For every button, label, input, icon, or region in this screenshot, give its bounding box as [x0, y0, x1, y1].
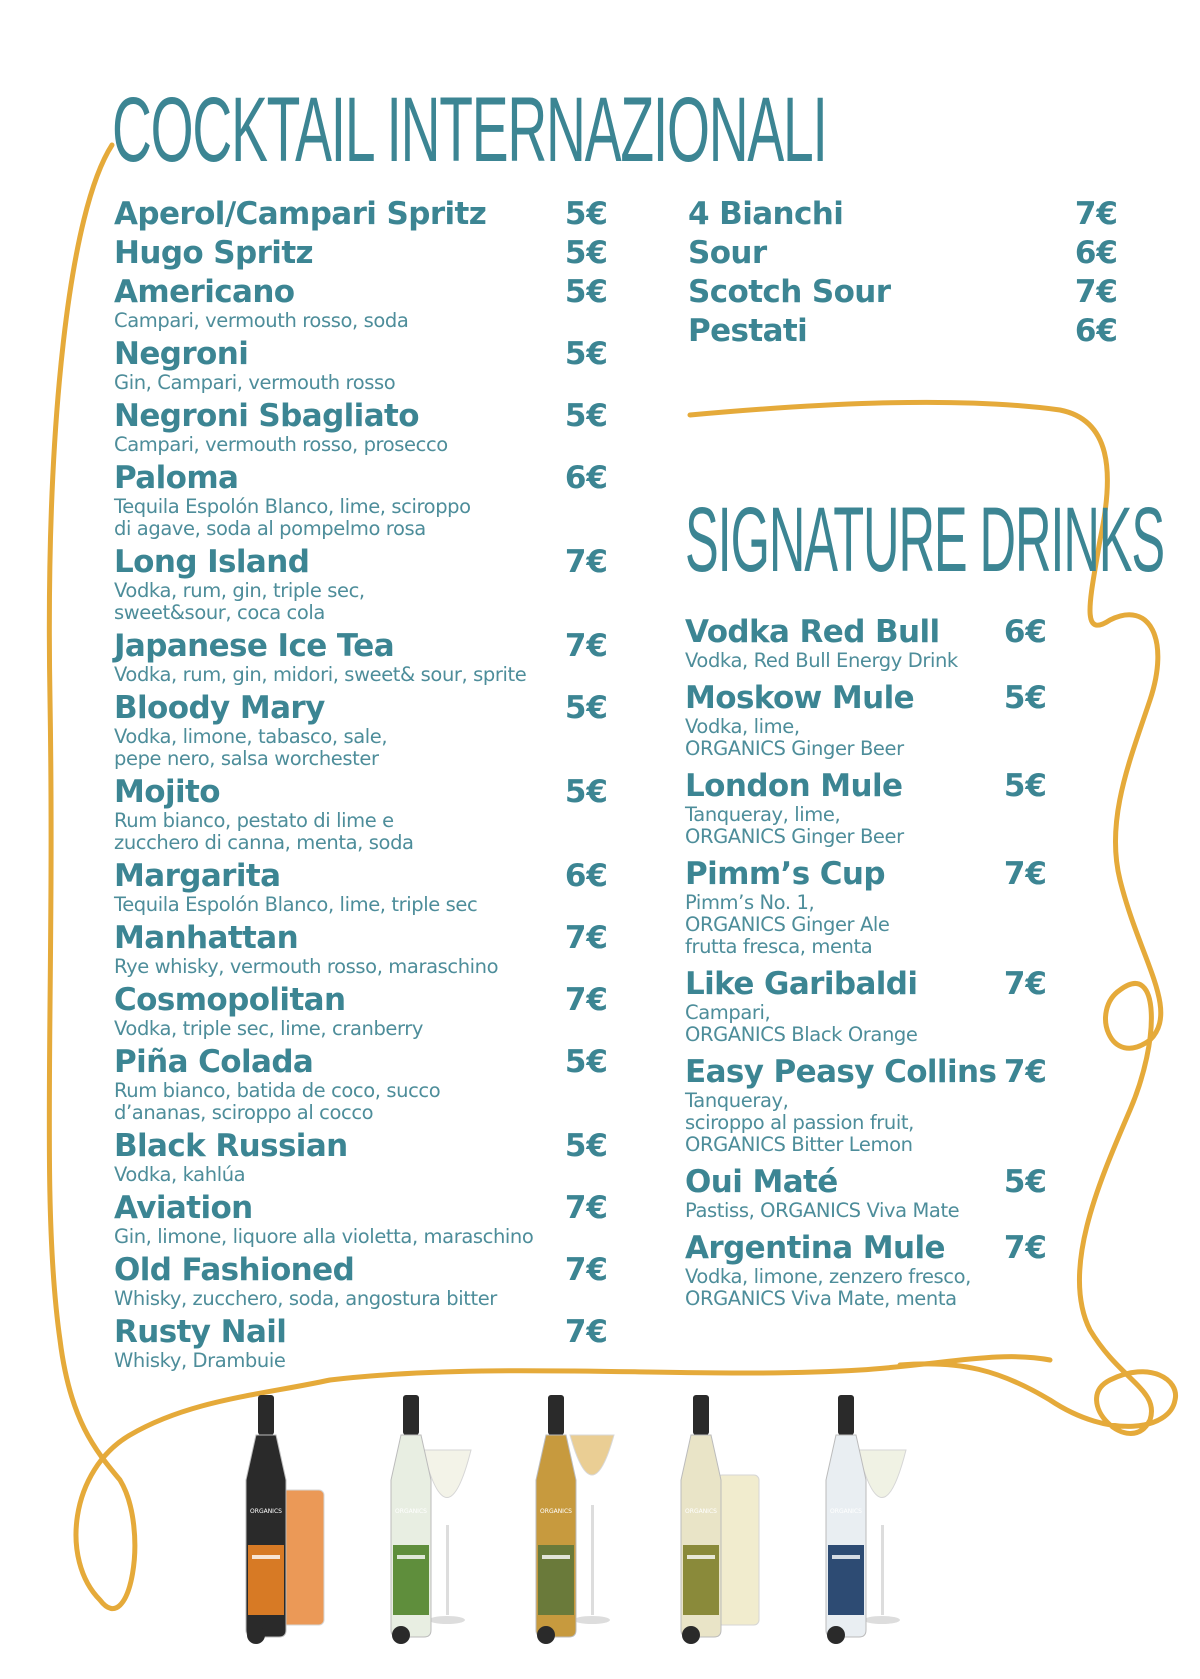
cocktail-item: [114, 982, 608, 1040]
signature-name: Argentina Mule: [685, 1230, 945, 1266]
cocktail-price: 7€: [564, 1252, 608, 1288]
signature-item: [685, 614, 1047, 672]
cocktail-description: Tequila Espolón Blanco, lime, sciroppo di agave, soda al pompelmo rosa: [114, 495, 471, 540]
signature-list: [685, 614, 1047, 1318]
signature-section-title: SIGNATURE DRINKS: [685, 489, 1165, 591]
signature-item: [685, 1164, 1047, 1222]
signature-item: [685, 966, 1047, 1046]
cocktail-item: [114, 1252, 608, 1310]
signature-description: Vodka, Red Bull Energy Drink: [685, 649, 958, 672]
cocktail-price: 5€: [564, 398, 608, 434]
cocktail-item: [114, 274, 608, 332]
signature-description: Campari, ORGANICS Black Orange: [685, 1001, 918, 1046]
signature-price: 7€: [1003, 1230, 1047, 1266]
cocktail-price: 5€: [564, 235, 608, 271]
extra-item: [688, 313, 1118, 349]
signature-name: Easy Peasy Collins: [685, 1054, 997, 1090]
cocktail-description: Rum bianco, pestato di lime e zucchero di canna, menta, soda: [114, 809, 414, 854]
signature-item: [685, 768, 1047, 848]
signature-item: [685, 856, 1047, 958]
cocktail-list: [114, 196, 608, 1376]
cocktail-item: [114, 544, 608, 624]
cocktail-name: Negroni: [114, 336, 249, 372]
signature-description: Tanqueray, sciroppo al passion fruit, ORGANICS Bitter Lemon: [685, 1089, 914, 1156]
cocktail-name: Americano: [114, 274, 295, 310]
extra-name: Pestati: [688, 313, 808, 349]
extra-item: [688, 235, 1118, 271]
cocktail-description: Vodka, kahlúa: [114, 1163, 246, 1186]
cocktail-description: Rye whisky, vermouth rosso, maraschino: [114, 955, 499, 978]
signature-name: Vodka Red Bull: [685, 614, 940, 650]
cocktail-name: Rusty Nail: [114, 1314, 287, 1350]
signature-item: [685, 1230, 1047, 1310]
cocktail-description: Tequila Espolón Blanco, lime, triple sec: [114, 893, 478, 916]
cocktail-description: Vodka, triple sec, lime, cranberry: [114, 1017, 424, 1040]
cocktail-name: Japanese Ice Tea: [114, 628, 395, 664]
cocktail-price: 7€: [564, 982, 608, 1018]
cocktail-description: Gin, Campari, vermouth rosso: [114, 371, 396, 394]
cocktail-description: Vodka, rum, gin, triple sec, sweet&sour, coca cola: [114, 579, 365, 624]
organics-bottle-image: [800, 1395, 930, 1650]
cocktail-item: [114, 1190, 608, 1248]
cocktail-price: 7€: [564, 1314, 608, 1350]
cocktail-name: Manhattan: [114, 920, 299, 956]
cocktail-item: [114, 398, 608, 456]
signature-description: Vodka, limone, zenzero fresco, ORGANICS Viva Mate, menta: [685, 1265, 971, 1310]
cocktail-item: [114, 774, 608, 854]
cocktail-name: Negroni Sbagliato: [114, 398, 419, 434]
bottle-illustrations: [220, 1395, 960, 1650]
signature-price: 5€: [1003, 768, 1047, 804]
svg-text:ORGANICS: ORGANICS: [540, 1508, 572, 1515]
organics-bottle-image: [655, 1395, 785, 1650]
cocktail-price: 5€: [564, 1044, 608, 1080]
cocktail-description: Whisky, zucchero, soda, angostura bitter: [114, 1287, 497, 1310]
cocktail-item: [114, 1128, 608, 1186]
cocktail-description: Whisky, Drambuie: [114, 1349, 286, 1372]
extra-price: 7€: [1074, 196, 1118, 232]
cocktail-name: Bloody Mary: [114, 690, 325, 726]
organics-bottle-image: [365, 1395, 495, 1650]
cocktail-price: 5€: [564, 1128, 608, 1164]
cocktail-description: Gin, limone, liquore alla violetta, maraschino: [114, 1225, 534, 1248]
cocktail-item: [114, 235, 608, 271]
extra-item: [688, 196, 1118, 232]
signature-price: 7€: [1003, 1054, 1047, 1090]
extra-price: 6€: [1074, 313, 1118, 349]
cocktail-description: Rum bianco, batida de coco, succo d’ananas, sciroppo al cocco: [114, 1079, 441, 1124]
cocktail-item: [114, 690, 608, 770]
svg-text:ORGANICS: ORGANICS: [685, 1508, 717, 1515]
cocktail-item: [114, 460, 608, 540]
cocktail-price: 6€: [564, 858, 608, 894]
cocktail-description: Campari, vermouth rosso, prosecco: [114, 433, 448, 456]
cocktail-item: [114, 858, 608, 916]
organics-bottle-image: [220, 1395, 350, 1650]
cocktail-section-title: COCKTAIL INTERNAZIONALI: [112, 79, 827, 181]
signature-description: Pastiss, ORGANICS Viva Mate: [685, 1199, 960, 1222]
organics-bottle-image: [510, 1395, 640, 1650]
extra-name: Sour: [688, 235, 767, 271]
cocktail-price: 5€: [564, 196, 608, 232]
cocktail-name: Cosmopolitan: [114, 982, 346, 1018]
cocktail-price: 5€: [564, 690, 608, 726]
cocktail-name: Aviation: [114, 1190, 253, 1226]
cocktail-price: 5€: [564, 336, 608, 372]
cocktail-price: 6€: [564, 460, 608, 496]
cocktail-name: Margarita: [114, 858, 281, 894]
cocktail-name: Long Island: [114, 544, 310, 580]
cocktail-item: [114, 336, 608, 394]
cocktail-price: 7€: [564, 920, 608, 956]
extras-list: [688, 196, 1118, 352]
cocktail-price: 7€: [564, 628, 608, 664]
cocktail-description: Vodka, rum, gin, midori, sweet& sour, sprite: [114, 663, 527, 686]
cocktail-name: Mojito: [114, 774, 220, 810]
cocktail-name: Hugo Spritz: [114, 235, 313, 271]
cocktail-item: [114, 1314, 608, 1372]
svg-text:ORGANICS: ORGANICS: [830, 1508, 862, 1515]
signature-description: Vodka, lime, ORGANICS Ginger Beer: [685, 715, 904, 760]
cocktail-name: Aperol/Campari Spritz: [114, 196, 487, 232]
extra-price: 6€: [1074, 235, 1118, 271]
extra-item: [688, 274, 1118, 310]
cocktail-item: [114, 1044, 608, 1124]
signature-item: [685, 1054, 1047, 1156]
signature-name: London Mule: [685, 768, 903, 804]
cocktail-item: [114, 920, 608, 978]
signature-price: 7€: [1003, 966, 1047, 1002]
signature-description: Pimm’s No. 1, ORGANICS Ginger Ale frutta fresca, menta: [685, 891, 890, 958]
cocktail-item: [114, 628, 608, 686]
extra-name: Scotch Sour: [688, 274, 891, 310]
signature-price: 7€: [1003, 856, 1047, 892]
signature-price: 5€: [1003, 1164, 1047, 1200]
extra-price: 7€: [1074, 274, 1118, 310]
signature-description: Tanqueray, lime, ORGANICS Ginger Beer: [685, 803, 904, 848]
svg-text:ORGANICS: ORGANICS: [250, 1508, 282, 1515]
cocktail-description: Vodka, limone, tabasco, sale, pepe nero, salsa worchester: [114, 725, 388, 770]
cocktail-item: [114, 196, 608, 232]
signature-name: Moskow Mule: [685, 680, 915, 716]
extra-name: 4 Bianchi: [688, 196, 844, 232]
cocktail-price: 7€: [564, 1190, 608, 1226]
signature-price: 6€: [1003, 614, 1047, 650]
cocktail-name: Old Fashioned: [114, 1252, 355, 1288]
cocktail-name: Paloma: [114, 460, 239, 496]
signature-price: 5€: [1003, 680, 1047, 716]
svg-text:ORGANICS: ORGANICS: [395, 1508, 427, 1515]
signature-item: [685, 680, 1047, 760]
cocktail-description: Campari, vermouth rosso, soda: [114, 309, 409, 332]
cocktail-price: 5€: [564, 774, 608, 810]
signature-name: Pimm’s Cup: [685, 856, 885, 892]
cocktail-price: 7€: [564, 544, 608, 580]
signature-name: Like Garibaldi: [685, 966, 918, 1002]
cocktail-name: Piña Colada: [114, 1044, 314, 1080]
cocktail-name: Black Russian: [114, 1128, 348, 1164]
signature-name: Oui Maté: [685, 1164, 838, 1200]
cocktail-price: 5€: [564, 274, 608, 310]
